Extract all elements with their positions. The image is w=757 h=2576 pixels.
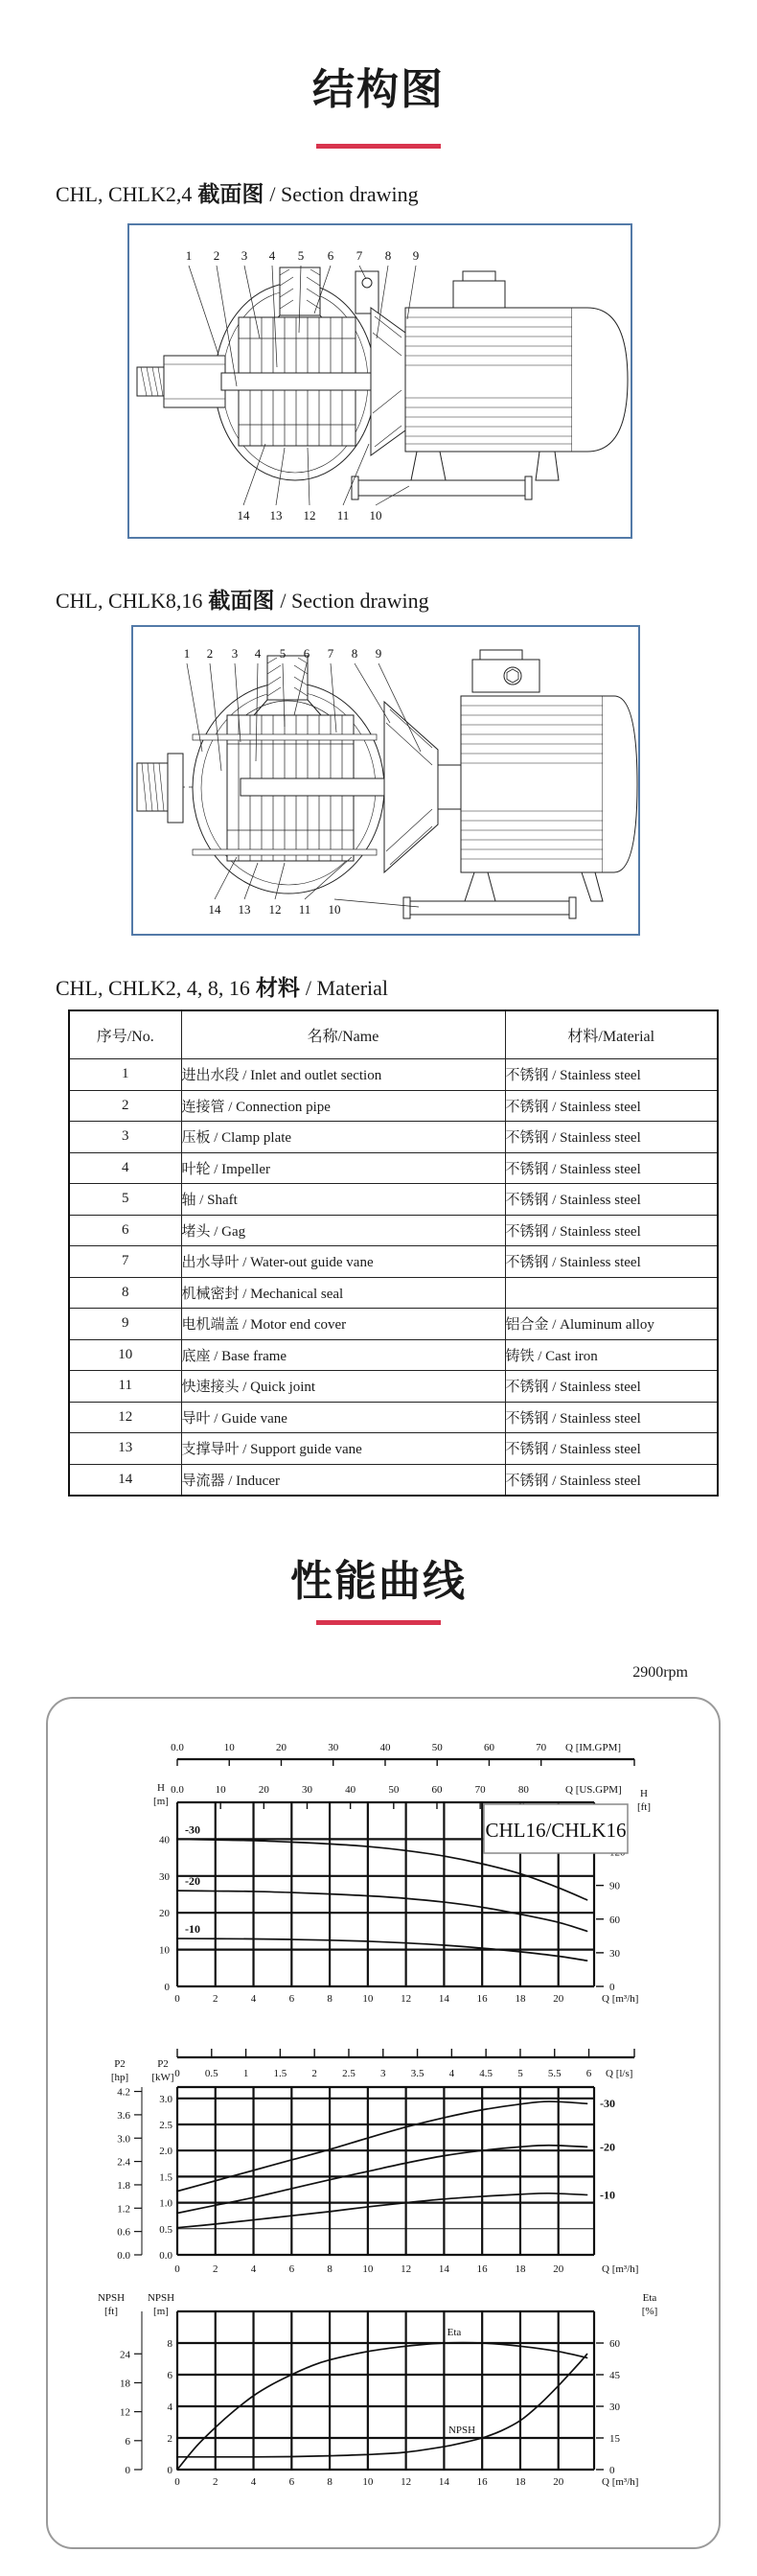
part-no: 8 bbox=[69, 1277, 181, 1309]
part-name: 支撑导叶 / Support guide vane bbox=[181, 1433, 505, 1465]
part-name: 底座 / Base frame bbox=[181, 1339, 505, 1371]
part-no: 10 bbox=[69, 1339, 181, 1371]
col-name-header: 名称/Name bbox=[181, 1010, 505, 1059]
section-heading-chlk816 bbox=[56, 583, 429, 615]
heading-model-text: CHL, CHLK2,4 bbox=[56, 182, 193, 206]
part-no: 7 bbox=[69, 1246, 181, 1278]
axis-label: Q [IM.GPM] bbox=[565, 1742, 622, 1753]
stage-label: -10 bbox=[185, 1922, 200, 1937]
tick-label: 4 bbox=[250, 2476, 257, 2488]
part-name: 连接管 / Connection pipe bbox=[181, 1090, 505, 1122]
part-number: 13 bbox=[238, 902, 251, 917]
tick-label: 24 bbox=[120, 2349, 130, 2361]
tick-label: 0.0 bbox=[171, 1742, 184, 1753]
tick-label: 0 bbox=[167, 2465, 172, 2476]
part-number: 8 bbox=[351, 646, 358, 661]
tick-label: 12 bbox=[120, 2406, 130, 2419]
stage-label: -10 bbox=[600, 2188, 615, 2202]
tick-label: 15 bbox=[609, 2433, 620, 2445]
axis-label: [m] bbox=[153, 2306, 169, 2317]
tick-label: 6 bbox=[125, 2435, 130, 2448]
part-no: 2 bbox=[69, 1090, 181, 1122]
tick-label: 20 bbox=[553, 2476, 564, 2488]
tick-label: 8 bbox=[327, 2263, 333, 2275]
part-number: 4 bbox=[254, 646, 262, 661]
part-number: 10 bbox=[369, 508, 382, 522]
part-number: 4 bbox=[268, 248, 276, 263]
tick-label: 20 bbox=[159, 1908, 170, 1920]
table-row bbox=[69, 1184, 718, 1216]
heading-model-text: CHL, CHLK2, 4, 8, 16 bbox=[56, 976, 250, 1000]
page-title-structure: 结构图 bbox=[312, 66, 445, 113]
heading-cn-text: 截面图 bbox=[197, 181, 264, 206]
tick-label: 4.2 bbox=[117, 2086, 130, 2099]
axis-label: [hp] bbox=[110, 2072, 129, 2083]
tick-label: 4.5 bbox=[479, 2068, 493, 2079]
curve-label: NPSH bbox=[447, 2425, 476, 2436]
axis-label: [%] bbox=[641, 2306, 658, 2317]
part-no: 12 bbox=[69, 1402, 181, 1433]
tick-label: 30 bbox=[159, 1870, 170, 1883]
tick-label: 8 bbox=[327, 2476, 333, 2488]
tick-label: 12 bbox=[401, 2263, 412, 2275]
stage-label: -20 bbox=[600, 2140, 615, 2154]
tick-label: 16 bbox=[476, 2476, 488, 2488]
terminal-box bbox=[453, 281, 505, 308]
tick-label: 0.0 bbox=[159, 2250, 172, 2262]
table-row bbox=[69, 1371, 718, 1403]
part-material: 铝合金 / Aluminum alloy bbox=[505, 1309, 718, 1340]
heading-cn-text: 截面图 bbox=[208, 588, 275, 613]
tick-label: 0.0 bbox=[117, 2250, 130, 2262]
npsh-eta-plot bbox=[98, 2292, 657, 2488]
part-material: 不锈钢 / Stainless steel bbox=[505, 1152, 718, 1184]
part-no: 9 bbox=[69, 1309, 181, 1340]
part-name: 导流器 / Inducer bbox=[181, 1464, 505, 1496]
base-frame bbox=[352, 452, 559, 499]
part-name: 压板 / Clamp plate bbox=[181, 1122, 505, 1153]
col-material-header: 材料/Material bbox=[505, 1010, 718, 1059]
motor-adapter bbox=[371, 308, 405, 455]
part-material: 不锈钢 / Stainless steel bbox=[505, 1371, 718, 1403]
tick-label: 10 bbox=[215, 1784, 226, 1796]
axis-label: Q [l/s] bbox=[606, 2068, 633, 2079]
stage-label: -30 bbox=[600, 2097, 615, 2111]
tick-label: 0.0 bbox=[171, 1784, 184, 1796]
table-row bbox=[69, 1246, 718, 1278]
table-row bbox=[69, 1277, 718, 1309]
part-name: 电机端盖 / Motor end cover bbox=[181, 1309, 505, 1340]
tick-label: 50 bbox=[431, 1742, 443, 1753]
tick-label: 8 bbox=[167, 2338, 172, 2350]
part-name: 轴 / Shaft bbox=[181, 1184, 505, 1216]
tick-label: 16 bbox=[476, 2263, 488, 2275]
tick-label: 2.4 bbox=[117, 2156, 130, 2169]
part-no: 3 bbox=[69, 1122, 181, 1153]
tick-label: 3.0 bbox=[117, 2133, 130, 2146]
part-number: 11 bbox=[298, 902, 311, 917]
tick-label: 18 bbox=[515, 2476, 526, 2488]
table-row bbox=[69, 1309, 718, 1340]
quick-joint-bracket bbox=[356, 271, 378, 313]
part-number: 12 bbox=[303, 508, 316, 522]
part-name: 堵头 / Gag bbox=[181, 1215, 505, 1246]
base-frame bbox=[403, 872, 603, 918]
part-number: 3 bbox=[231, 646, 239, 661]
col-no-header: 序号/No. bbox=[69, 1010, 181, 1059]
tick-label: 60 bbox=[431, 1784, 443, 1796]
tick-label: 16 bbox=[476, 1993, 488, 2005]
tick-label: 6 bbox=[288, 2476, 295, 2488]
part-no: 4 bbox=[69, 1152, 181, 1184]
motor-body bbox=[405, 271, 628, 452]
tick-label: 60 bbox=[609, 1914, 620, 1926]
tick-label: 6 bbox=[288, 1993, 295, 2005]
part-material: 不锈钢 / Stainless steel bbox=[505, 1402, 718, 1433]
pump-section-drawing-2 bbox=[133, 627, 638, 934]
part-number: 2 bbox=[213, 248, 220, 263]
structure-title-underline bbox=[316, 144, 441, 149]
tick-label: 1.5 bbox=[159, 2171, 172, 2184]
tick-label: 80 bbox=[517, 1784, 529, 1796]
stage-label: -30 bbox=[185, 1822, 200, 1837]
tick-label: 3.6 bbox=[117, 2109, 130, 2122]
tick-label: 4 bbox=[250, 1993, 257, 2005]
tick-label: 12 bbox=[401, 1993, 412, 2005]
part-name: 快速接头 / Quick joint bbox=[181, 1371, 505, 1403]
tick-label: 18 bbox=[515, 1993, 526, 2005]
part-number: 13 bbox=[269, 508, 283, 522]
part-number: 2 bbox=[206, 646, 214, 661]
tick-label: 70 bbox=[474, 1784, 486, 1796]
heading-en-text: / Section drawing bbox=[280, 589, 429, 613]
terminal-box bbox=[472, 660, 539, 692]
power-plot bbox=[111, 2058, 639, 2275]
tick-label: 20 bbox=[258, 1784, 269, 1796]
tick-label: 20 bbox=[553, 1993, 564, 2005]
page-title-performance: 性能曲线 bbox=[290, 1558, 467, 1605]
stage-label: -20 bbox=[185, 1874, 200, 1889]
performance-chart-panel bbox=[46, 1697, 721, 2549]
part-number: 5 bbox=[297, 248, 305, 263]
pump-section-drawing-1 bbox=[129, 225, 631, 537]
heading-model-text: CHL, CHLK8,16 bbox=[56, 589, 203, 613]
part-number: 6 bbox=[327, 248, 334, 263]
table-row bbox=[69, 1090, 718, 1122]
tick-label: 5 bbox=[517, 2068, 523, 2079]
tick-label: 30 bbox=[609, 1947, 620, 1960]
axis-label: P2 bbox=[114, 2058, 126, 2070]
tick-label: 0 bbox=[609, 1982, 615, 1993]
axis-label: P2 bbox=[157, 2058, 169, 2070]
part-name: 叶轮 / Impeller bbox=[181, 1152, 505, 1184]
table-row bbox=[69, 1122, 718, 1153]
tick-label: 30 bbox=[301, 1784, 312, 1796]
tick-label: 2 bbox=[213, 2263, 218, 2275]
part-number: 1 bbox=[183, 646, 191, 661]
tick-label: 5.5 bbox=[547, 2068, 562, 2079]
part-material: 不锈钢 / Stainless steel bbox=[505, 1246, 718, 1278]
tick-label: 18 bbox=[515, 2263, 526, 2275]
part-no: 5 bbox=[69, 1184, 181, 1216]
part-number: 3 bbox=[241, 248, 248, 263]
tick-label: 18 bbox=[120, 2378, 130, 2390]
tick-label: 1.2 bbox=[117, 2203, 130, 2216]
tick-label: 4 bbox=[250, 2263, 257, 2275]
part-name: 机械密封 / Mechanical seal bbox=[181, 1277, 505, 1309]
part-material bbox=[505, 1277, 718, 1309]
performance-title-underline bbox=[316, 1620, 441, 1625]
table-row bbox=[69, 1402, 718, 1433]
heading-cn-text: 材料 bbox=[255, 975, 300, 1000]
tick-label: 50 bbox=[388, 1784, 400, 1796]
tick-label: 60 bbox=[609, 2338, 620, 2350]
tick-label: 90 bbox=[609, 1880, 620, 1892]
heading-en-text: / Section drawing bbox=[269, 182, 419, 206]
part-name: 出水导叶 / Water-out guide vane bbox=[181, 1246, 505, 1278]
tick-label: 0.5 bbox=[159, 2223, 172, 2236]
heading-en-text: / Material bbox=[305, 976, 389, 1000]
table-row bbox=[69, 1059, 718, 1091]
tick-label: 10 bbox=[159, 1944, 170, 1957]
part-material: 不锈钢 / Stainless steel bbox=[505, 1059, 718, 1091]
pump-drawing-geometry bbox=[137, 266, 628, 505]
section-heading-material bbox=[56, 970, 388, 1002]
motor-body bbox=[461, 650, 637, 872]
axis-label: [ft] bbox=[103, 2306, 119, 2317]
tick-label: 6 bbox=[585, 2068, 592, 2079]
tick-label: 40 bbox=[379, 1742, 391, 1753]
tick-label: 0 bbox=[125, 2465, 130, 2476]
axis-label: [kW] bbox=[151, 2072, 174, 2083]
tick-label: 3.0 bbox=[159, 2093, 172, 2105]
motor-support-cone bbox=[384, 702, 438, 872]
part-name: 导叶 / Guide vane bbox=[181, 1402, 505, 1433]
tick-label: 2 bbox=[213, 2476, 218, 2488]
part-number: 14 bbox=[237, 508, 250, 522]
inlet-pipe bbox=[137, 754, 183, 823]
tick-label: 40 bbox=[345, 1784, 356, 1796]
rpm-label: 2900rpm bbox=[632, 1664, 688, 1681]
part-number: 10 bbox=[328, 902, 341, 917]
tick-label: 2.5 bbox=[159, 2120, 172, 2131]
tick-label: 60 bbox=[483, 1742, 494, 1753]
tick-label: 30 bbox=[609, 2402, 620, 2413]
part-material: 不锈钢 / Stainless steel bbox=[505, 1184, 718, 1216]
legend-label: CHL16/CHLK16 bbox=[485, 1819, 627, 1842]
axis-label: Q [m³/h] bbox=[602, 1993, 639, 2005]
part-number: 7 bbox=[356, 248, 363, 263]
part-number: 7 bbox=[327, 646, 334, 661]
part-no: 6 bbox=[69, 1215, 181, 1246]
tick-label: 1.8 bbox=[117, 2179, 130, 2192]
tick-label: 0 bbox=[609, 2465, 615, 2476]
tick-label: 1.5 bbox=[273, 2068, 287, 2079]
tick-label: 4 bbox=[448, 2068, 455, 2079]
tick-label: 10 bbox=[362, 2263, 374, 2275]
inlet-pipe bbox=[137, 356, 225, 407]
part-material: 不锈钢 / Stainless steel bbox=[505, 1122, 718, 1153]
axis-label: Q [m³/h] bbox=[602, 2263, 639, 2275]
tick-label: 12 bbox=[401, 2476, 412, 2488]
part-no: 1 bbox=[69, 1059, 181, 1091]
tick-label: 10 bbox=[362, 1993, 374, 2005]
tick-label: 0 bbox=[164, 1982, 170, 1993]
table-row bbox=[69, 1215, 718, 1246]
tick-label: 14 bbox=[438, 1993, 449, 2005]
tick-label: 6 bbox=[288, 2263, 295, 2275]
axis-label: Q [US.GPM] bbox=[565, 1784, 622, 1796]
axis-label: [ft] bbox=[636, 1801, 652, 1813]
part-number: 12 bbox=[268, 902, 282, 917]
part-number: 1 bbox=[185, 248, 193, 263]
part-number: 5 bbox=[279, 646, 287, 661]
part-material: 铸铁 / Cast iron bbox=[505, 1339, 718, 1371]
tick-label: 3 bbox=[380, 2068, 386, 2079]
tick-label: 3.5 bbox=[410, 2068, 424, 2079]
performance-chart-svg bbox=[48, 1699, 719, 2547]
head-capacity-plot bbox=[153, 1742, 651, 2079]
tick-label: 8 bbox=[327, 1993, 333, 2005]
head-curve bbox=[177, 1891, 587, 1931]
tick-label: 40 bbox=[159, 1834, 170, 1846]
part-number: 14 bbox=[208, 902, 221, 917]
material-table-header-row bbox=[69, 1010, 718, 1059]
tick-label: 2 bbox=[213, 1993, 218, 2005]
part-number: 8 bbox=[384, 248, 392, 263]
tick-label: 0.5 bbox=[204, 2068, 218, 2079]
seal-housing bbox=[438, 765, 461, 809]
tick-label: 0 bbox=[174, 2068, 180, 2079]
tick-label: 10 bbox=[223, 1742, 235, 1753]
part-no: 14 bbox=[69, 1464, 181, 1496]
axis-label: Q [m³/h] bbox=[602, 2476, 639, 2488]
tick-label: 0.6 bbox=[117, 2226, 130, 2239]
tick-label: 0 bbox=[174, 2263, 180, 2275]
tick-label: 20 bbox=[553, 2263, 564, 2275]
part-no: 13 bbox=[69, 1433, 181, 1465]
tick-label: 2 bbox=[311, 2068, 317, 2079]
part-number: 11 bbox=[336, 508, 350, 522]
material-table-body bbox=[69, 1059, 718, 1497]
table-row bbox=[69, 1433, 718, 1465]
part-number: 9 bbox=[375, 646, 382, 661]
material-table bbox=[68, 1010, 719, 1497]
part-number: 9 bbox=[412, 248, 420, 263]
tick-label: 2.0 bbox=[159, 2146, 172, 2158]
axis-label: Eta bbox=[642, 2292, 657, 2304]
tick-label: 1.0 bbox=[159, 2197, 172, 2210]
part-number: 6 bbox=[303, 646, 310, 661]
section-drawing-box-2 bbox=[131, 625, 640, 936]
tick-label: 14 bbox=[438, 2476, 449, 2488]
section-drawing-box-1 bbox=[127, 223, 632, 539]
tick-label: 2.5 bbox=[342, 2068, 356, 2079]
part-material: 不锈钢 / Stainless steel bbox=[505, 1215, 718, 1246]
tick-label: 70 bbox=[536, 1742, 547, 1753]
pump-drawing-geometry bbox=[137, 650, 637, 918]
tick-label: 0 bbox=[174, 1993, 180, 2005]
tick-label: 0 bbox=[174, 2476, 180, 2488]
axis-label: [m] bbox=[153, 1796, 169, 1807]
axis-label: NPSH bbox=[97, 2292, 126, 2304]
part-material: 不锈钢 / Stainless steel bbox=[505, 1464, 718, 1496]
part-name: 进出水段 / Inlet and outlet section bbox=[181, 1059, 505, 1091]
section-heading-chlk24 bbox=[56, 176, 419, 208]
tick-label: 6 bbox=[167, 2370, 172, 2381]
tick-label: 10 bbox=[362, 2476, 374, 2488]
power-curve bbox=[177, 2193, 587, 2228]
axis-label: H bbox=[157, 1782, 165, 1794]
tick-label: 4 bbox=[167, 2402, 172, 2413]
part-material: 不锈钢 / Stainless steel bbox=[505, 1433, 718, 1465]
tick-label: 45 bbox=[609, 2370, 620, 2381]
tick-label: 1 bbox=[242, 2068, 249, 2079]
axis-label: H bbox=[640, 1788, 648, 1799]
table-row bbox=[69, 1339, 718, 1371]
part-no: 11 bbox=[69, 1371, 181, 1403]
tick-label: 20 bbox=[275, 1742, 287, 1753]
tick-label: 14 bbox=[438, 2263, 449, 2275]
table-row bbox=[69, 1152, 718, 1184]
axis-label: NPSH bbox=[147, 2292, 175, 2304]
curve-label: Eta bbox=[447, 2327, 462, 2338]
table-row bbox=[69, 1464, 718, 1496]
part-material: 不锈钢 / Stainless steel bbox=[505, 1090, 718, 1122]
tick-label: 2 bbox=[167, 2433, 172, 2445]
tick-label: 30 bbox=[328, 1742, 339, 1753]
